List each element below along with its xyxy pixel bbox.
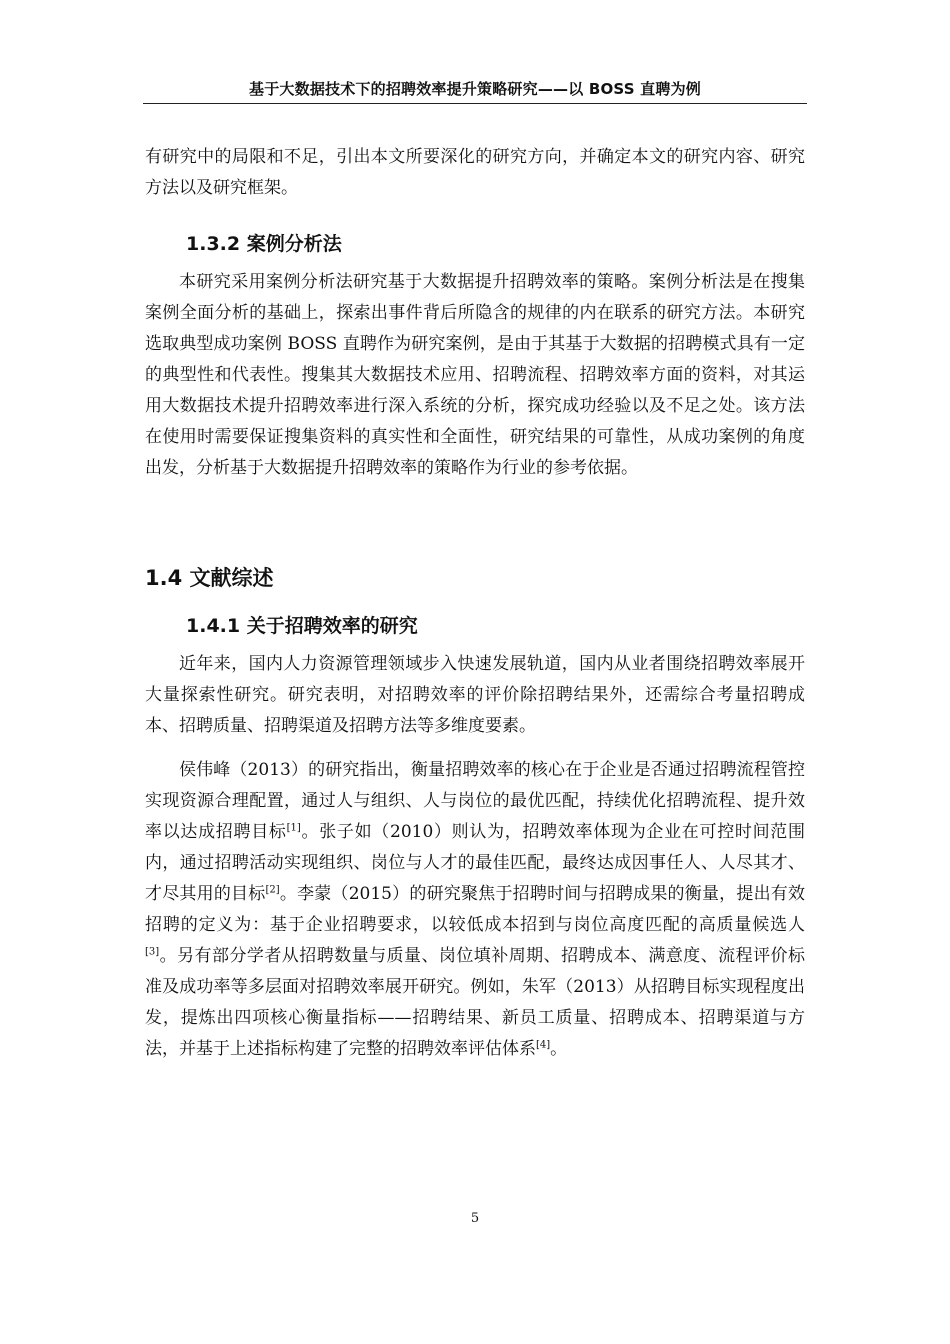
header-rule xyxy=(143,103,807,104)
text-run: 。另有部分学者从招聘数量与质量、岗位填补周期、招聘成本、满意度、流程评价标准及成功率等多层面对招聘效率展开研究。例如，朱军（2013）从招聘目标实现程度出发，提炼出四项核心衡量指标——招聘结果、新员工质量、招聘成本、招聘渠道与方法，并基于上述指标构建了完整的招聘效率评估体系 xyxy=(145,946,805,1059)
paragraph-text: 有研究中的局限和不足，引出本文所要深化的研究方向，并确定本文的研究内容、研究方法以及研究框架。 xyxy=(145,147,805,198)
paragraph-continuation xyxy=(145,142,805,204)
citation-ref-2: [2] xyxy=(265,884,280,896)
running-header: 基于大数据技术下的招聘效率提升策略研究——以 BOSS 直聘为例 xyxy=(249,80,701,98)
text-run: 侯伟峰（2013）的研究指出，衡量招聘效率的核心在于企业是否通过招聘流程管控实现资源合理配置，通过人与组织、人与岗位的最优匹配，持续优化招聘流程、提升效率以达成招聘目标 xyxy=(145,760,805,842)
text-run: 。张子如（2010）则认为，招聘效率体现为企业在可控时间范围内，通过招聘活动实现组织、岗位与人才的最佳匹配，最终达成因事任人、人尽其才、才尽其用的目标 xyxy=(145,822,806,904)
paragraph-case-analysis xyxy=(145,267,805,484)
section-heading-1-3-2: 1.3.2 案例分析法 xyxy=(186,233,342,255)
citation-ref-4: [4] xyxy=(536,1039,551,1051)
section-heading-1-4: 1.4 文献综述 xyxy=(145,566,274,590)
text-run: 。李蒙（2015）的研究聚焦于招聘时间与招聘成果的衡量，提出有效招聘的定义为：基于企业招聘要求，以较低成本招到与岗位高度匹配的高质量候选人 xyxy=(145,884,806,935)
paragraph-literature-review xyxy=(145,755,805,1065)
paragraph-text: 近年来，国内人力资源管理领域步入快速发展轨道，国内从业者围绕招聘效率展开大量探索性研究。研究表明，对招聘效率的评价除招聘结果外，还需综合考量招聘成本、招聘质量、招聘渠道及招聘方法等多维度要素。 xyxy=(145,654,805,736)
paragraph-text xyxy=(145,755,805,1065)
paragraph-recruitment-efficiency-intro xyxy=(145,649,805,742)
paragraph-text: 本研究采用案例分析法研究基于大数据提升招聘效率的策略。案例分析法是在搜集案例全面分析的基础上，探索出事件背后所隐含的规律的内在联系的研究方法。本研究选取典型成功案例 BOSS 直聘作为研究案例，是由于其基于大数据的招聘模式具有一定的典型性和代表性。搜集其大数据技术应用、招聘流程、招聘效率方面的资料，对其运用大数据技术提升招聘效率进行深入系统的分析，探究成功经验以及不足之处。该方法在使用时需要保证搜集资料的真实性和全面性，研究结果的可靠性，从成功案例的角度出发，分析基于大数据提升招聘效率的策略作为行业的参考依据。 xyxy=(145,272,805,478)
text-run: 。 xyxy=(550,1039,568,1059)
section-heading-1-4-1: 1.4.1 关于招聘效率的研究 xyxy=(186,615,418,637)
citation-ref-1: [1] xyxy=(286,822,301,834)
citation-ref-3: [3] xyxy=(145,946,160,958)
page-number: 5 xyxy=(470,1211,480,1226)
